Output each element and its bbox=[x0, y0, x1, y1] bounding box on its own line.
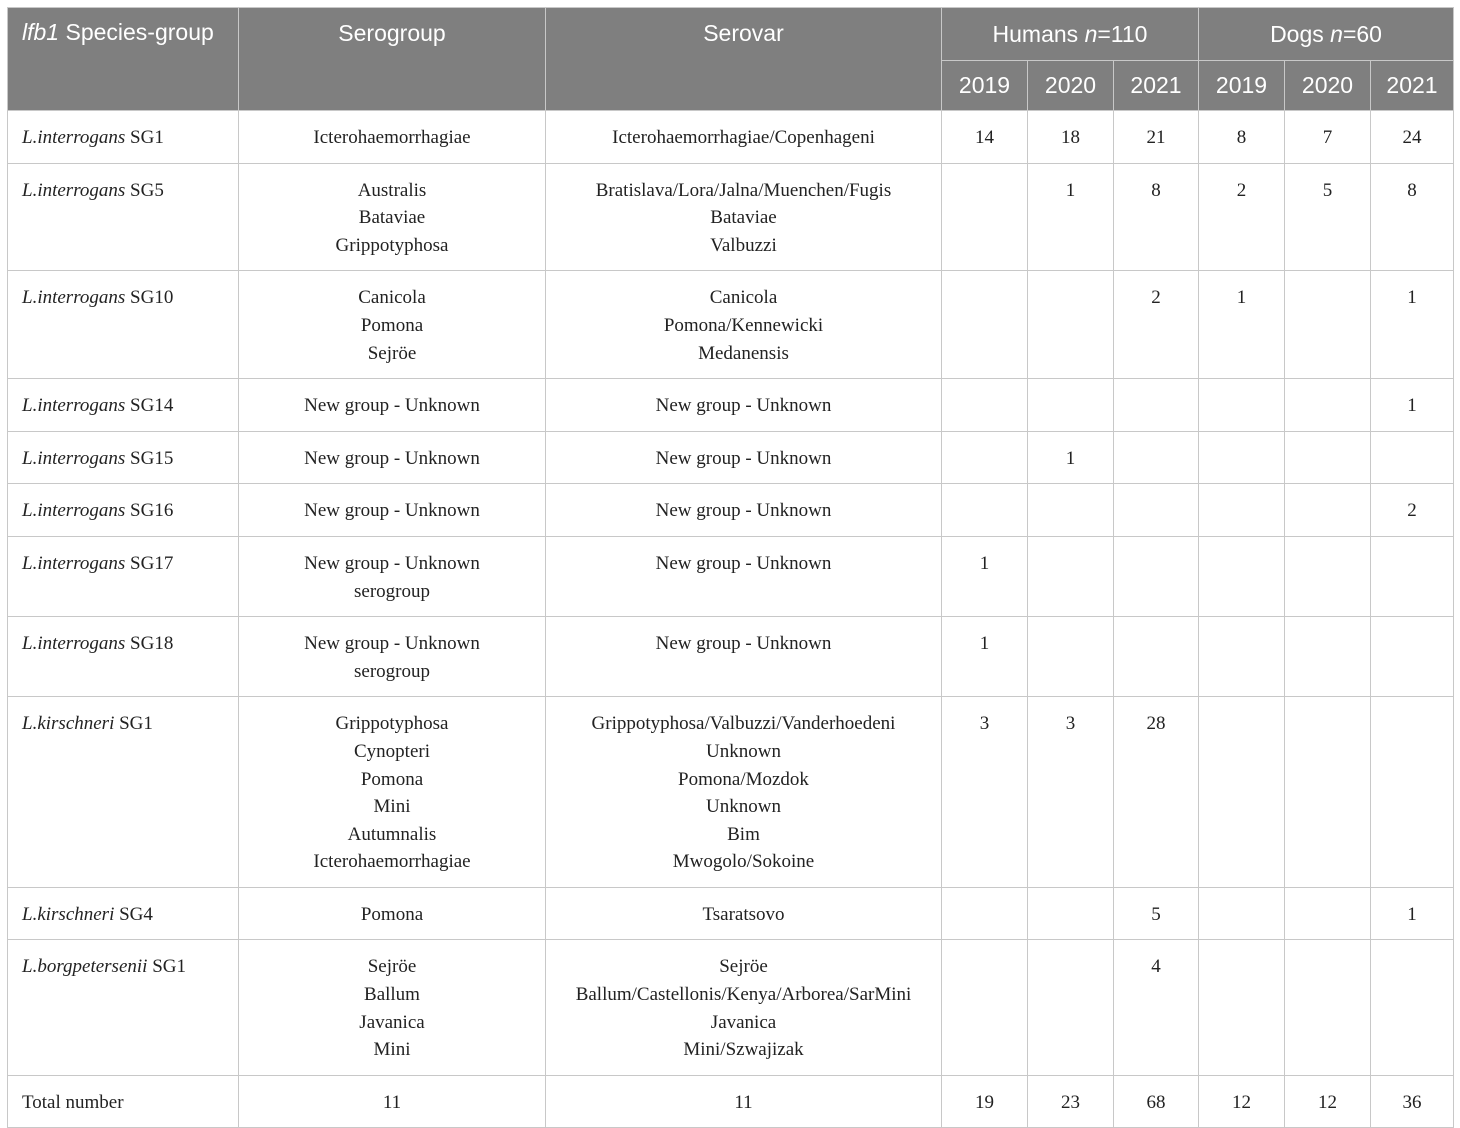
serogroup-cell bbox=[239, 536, 546, 616]
count-cell bbox=[942, 163, 1028, 271]
count-cell bbox=[1028, 887, 1114, 940]
serovar-line: Medanensis bbox=[698, 342, 789, 364]
serogroup-cell bbox=[239, 887, 546, 940]
serovar-line: New group - Unknown bbox=[655, 500, 832, 522]
count-cell: 8 bbox=[1114, 163, 1199, 271]
serovar-cell bbox=[546, 484, 942, 537]
total-serogroup: 11 bbox=[239, 1075, 546, 1128]
count-cell bbox=[1371, 431, 1454, 484]
table-row bbox=[8, 111, 1454, 164]
count-cell bbox=[1199, 431, 1285, 484]
serovar-cell bbox=[546, 271, 942, 379]
species-group-cell: L.interrogans SG5 bbox=[8, 163, 239, 271]
count-cell bbox=[1285, 271, 1371, 379]
table-row bbox=[8, 536, 1454, 616]
count-cell bbox=[1371, 940, 1454, 1075]
serovar-cell bbox=[546, 163, 942, 271]
count-cell: 5 bbox=[1285, 163, 1371, 271]
serovar-line: Bratislava/Lora/Jalna/Muenchen/Fugis bbox=[595, 179, 892, 201]
serovar-line: New group - Unknown bbox=[655, 633, 832, 655]
count-cell: 2 bbox=[1114, 271, 1199, 379]
count-cell bbox=[942, 484, 1028, 537]
count-cell: 1 bbox=[1371, 887, 1454, 940]
serovar-line: Sejröe bbox=[719, 956, 768, 978]
count-cell bbox=[1285, 887, 1371, 940]
serogroup-line: Grippotyphosa bbox=[335, 713, 449, 735]
serogroup-cell bbox=[239, 697, 546, 888]
count-cell: 3 bbox=[942, 697, 1028, 888]
count-cell bbox=[1199, 536, 1285, 616]
serogroup-line: Icterohaemorrhagiae bbox=[313, 127, 471, 148]
count-cell: 5 bbox=[1114, 887, 1199, 940]
species-group-cell: L.interrogans SG15 bbox=[8, 431, 239, 484]
serogroup-cell bbox=[239, 617, 546, 697]
total-count-cell: 23 bbox=[1028, 1075, 1114, 1128]
count-cell bbox=[1114, 379, 1199, 432]
dogs-header: Dogs n=60 bbox=[1199, 8, 1454, 61]
count-cell bbox=[1371, 697, 1454, 888]
species-group-cell: L.interrogans SG16 bbox=[8, 484, 239, 537]
year-header: 2021 bbox=[1371, 61, 1454, 111]
count-cell: 21 bbox=[1114, 111, 1199, 164]
count-cell bbox=[1114, 431, 1199, 484]
count-cell: 1 bbox=[942, 617, 1028, 697]
serovar-line: Mini/Szwajizak bbox=[683, 1039, 804, 1061]
total-count-cell: 19 bbox=[942, 1075, 1028, 1128]
species-group-cell: L.interrogans SG14 bbox=[8, 379, 239, 432]
header-row bbox=[8, 8, 1454, 61]
count-cell bbox=[1199, 379, 1285, 432]
serogroup-line: Cynopteri bbox=[354, 740, 430, 762]
table-row bbox=[8, 887, 1454, 940]
count-cell bbox=[1285, 617, 1371, 697]
serogroup-line: New group - Unknown bbox=[304, 447, 480, 469]
count-cell: 1 bbox=[1371, 271, 1454, 379]
serovar-line: Canicola bbox=[709, 287, 778, 309]
serogroup-line: Bataviae bbox=[358, 207, 426, 229]
species-group-cell: L.interrogans SG17 bbox=[8, 536, 239, 616]
count-cell bbox=[942, 940, 1028, 1075]
serogroup-line: Mini bbox=[373, 1039, 411, 1061]
serogroup-header: Serogroup bbox=[239, 8, 546, 111]
serovar-cell bbox=[546, 111, 942, 164]
count-cell: 1 bbox=[1199, 271, 1285, 379]
serogroup-line: Sejröe bbox=[367, 342, 417, 364]
species-group-cell: L.borgpetersenii SG1 bbox=[8, 940, 239, 1075]
serogroup-line: Mini bbox=[373, 796, 411, 818]
species-group-cell: L.kirschneri SG1 bbox=[8, 697, 239, 888]
count-cell: 24 bbox=[1371, 111, 1454, 164]
table-row bbox=[8, 163, 1454, 271]
year-header: 2020 bbox=[1028, 61, 1114, 111]
count-cell bbox=[1114, 484, 1199, 537]
serovar-line: New group - Unknown bbox=[655, 447, 832, 469]
serogroup-line: Pomona bbox=[360, 314, 424, 336]
serogroup-cell bbox=[239, 431, 546, 484]
count-cell: 2 bbox=[1371, 484, 1454, 537]
count-cell: 18 bbox=[1028, 111, 1114, 164]
count-cell bbox=[1114, 536, 1199, 616]
serogroup-line: Canicola bbox=[358, 287, 426, 309]
serovar-cell bbox=[546, 697, 942, 888]
serovar-cell bbox=[546, 887, 942, 940]
year-header: 2019 bbox=[942, 61, 1028, 111]
table-row bbox=[8, 617, 1454, 697]
count-cell: 1 bbox=[1028, 163, 1114, 271]
count-cell bbox=[1028, 484, 1114, 537]
count-cell bbox=[1028, 271, 1114, 379]
serogroup-line: Australis bbox=[357, 179, 427, 201]
count-cell bbox=[1285, 940, 1371, 1075]
year-header: 2019 bbox=[1199, 61, 1285, 111]
serovar-line: Grippotyphosa/Valbuzzi/Vanderhoedeni bbox=[591, 713, 896, 735]
count-cell bbox=[1285, 536, 1371, 616]
count-cell: 1 bbox=[942, 536, 1028, 616]
table-row bbox=[8, 484, 1454, 537]
count-cell: 1 bbox=[1028, 431, 1114, 484]
total-row bbox=[8, 1075, 1454, 1128]
count-cell: 3 bbox=[1028, 697, 1114, 888]
count-cell bbox=[1285, 379, 1371, 432]
serovar-line: Pomona/Mozdok bbox=[678, 768, 809, 790]
species-group-cell: L.interrogans SG18 bbox=[8, 617, 239, 697]
serogroup-cell bbox=[239, 379, 546, 432]
serogroup-line: New group - Unknown bbox=[304, 633, 480, 655]
serovar-cell bbox=[546, 536, 942, 616]
table-body bbox=[8, 111, 1454, 1076]
serovar-line: Pomona/Kennewicki bbox=[663, 314, 824, 336]
species-group-cell: L.kirschneri SG4 bbox=[8, 887, 239, 940]
count-cell: 1 bbox=[1371, 379, 1454, 432]
count-cell bbox=[942, 379, 1028, 432]
count-cell bbox=[1199, 940, 1285, 1075]
table-row bbox=[8, 697, 1454, 888]
serovar-line: Unknown bbox=[706, 796, 781, 818]
serogroup-line: New group - Unknown bbox=[304, 395, 480, 417]
serogroup-line: Pomona bbox=[360, 768, 424, 790]
serovar-cell bbox=[546, 431, 942, 484]
serogroup-cell bbox=[239, 163, 546, 271]
count-cell bbox=[1028, 940, 1114, 1075]
year-header: 2021 bbox=[1114, 61, 1199, 111]
serogroup-line: Icterohaemorrhagiae bbox=[313, 851, 471, 873]
count-cell bbox=[1028, 617, 1114, 697]
count-cell bbox=[1199, 887, 1285, 940]
count-cell bbox=[1028, 379, 1114, 432]
serogroup-line: Javanica bbox=[359, 1011, 425, 1033]
serogroup-line: New group - Unknown bbox=[304, 552, 480, 574]
count-cell: 8 bbox=[1371, 163, 1454, 271]
count-cell bbox=[1285, 484, 1371, 537]
serovar-line: Valbuzzi bbox=[710, 234, 777, 256]
count-cell bbox=[942, 431, 1028, 484]
table-row bbox=[8, 379, 1454, 432]
serovar-line: Bim bbox=[727, 823, 760, 845]
count-cell: 2 bbox=[1199, 163, 1285, 271]
serovar-line: Tsaratsovo bbox=[702, 903, 785, 925]
count-cell bbox=[942, 887, 1028, 940]
serogroup-line: Grippotyphosa bbox=[335, 234, 449, 256]
serovar-line: Icterohaemorrhagiae/Copenhageni bbox=[612, 127, 875, 148]
species-group-cell: L.interrogans SG1 bbox=[8, 111, 239, 164]
serovar-line: Bataviae bbox=[710, 207, 777, 229]
count-cell: 28 bbox=[1114, 697, 1199, 888]
species-group-cell: L.interrogans SG10 bbox=[8, 271, 239, 379]
serovar-line: Unknown bbox=[706, 740, 781, 762]
serogroup-line: Autumnalis bbox=[347, 823, 437, 845]
count-cell: 4 bbox=[1114, 940, 1199, 1075]
count-cell bbox=[1028, 536, 1114, 616]
table-row bbox=[8, 271, 1454, 379]
count-cell bbox=[1199, 697, 1285, 888]
count-cell: 7 bbox=[1285, 111, 1371, 164]
serovar-cell bbox=[546, 940, 942, 1075]
serogroup-line: New group - Unknown bbox=[304, 500, 480, 522]
serovar-line: Ballum/Castellonis/Kenya/Arborea/SarMini bbox=[575, 984, 912, 1006]
total-serovar: 11 bbox=[546, 1075, 942, 1128]
table-row bbox=[8, 431, 1454, 484]
serovar-cell bbox=[546, 617, 942, 697]
count-cell bbox=[1371, 536, 1454, 616]
serogroup-line: Pomona bbox=[360, 903, 424, 925]
year-header: 2020 bbox=[1285, 61, 1371, 111]
serovar-line: New group - Unknown bbox=[655, 395, 832, 417]
serovar-header: Serovar bbox=[546, 8, 942, 111]
table-row bbox=[8, 940, 1454, 1075]
serogroup-line: Ballum bbox=[364, 984, 420, 1006]
count-cell bbox=[1285, 697, 1371, 888]
count-cell bbox=[1199, 617, 1285, 697]
serogroup-cell bbox=[239, 271, 546, 379]
count-cell bbox=[1285, 431, 1371, 484]
serogroup-line: serogroup bbox=[354, 580, 430, 602]
count-cell bbox=[1199, 484, 1285, 537]
species-group-table bbox=[7, 7, 1454, 1128]
serogroup-cell bbox=[239, 111, 546, 164]
total-count-cell: 12 bbox=[1199, 1075, 1285, 1128]
serovar-cell bbox=[546, 379, 942, 432]
serogroup-cell bbox=[239, 940, 546, 1075]
total-count-cell: 36 bbox=[1371, 1075, 1454, 1128]
count-cell bbox=[942, 271, 1028, 379]
total-count-cell: 12 bbox=[1285, 1075, 1371, 1128]
count-cell bbox=[1371, 617, 1454, 697]
count-cell: 14 bbox=[942, 111, 1028, 164]
total-label: Total number bbox=[8, 1075, 239, 1128]
serogroup-line: serogroup bbox=[354, 660, 430, 682]
serovar-line: New group - Unknown bbox=[655, 552, 832, 574]
serogroup-line: Sejröe bbox=[367, 956, 417, 978]
serovar-line: Javanica bbox=[710, 1011, 777, 1033]
total-count-cell: 68 bbox=[1114, 1075, 1199, 1128]
serogroup-cell bbox=[239, 484, 546, 537]
count-cell bbox=[1114, 617, 1199, 697]
count-cell: 8 bbox=[1199, 111, 1285, 164]
species-group-header: lfb1 Species-group bbox=[8, 8, 239, 111]
serovar-line: Mwogolo/Sokoine bbox=[672, 851, 815, 873]
humans-header: Humans n=110 bbox=[942, 8, 1199, 61]
